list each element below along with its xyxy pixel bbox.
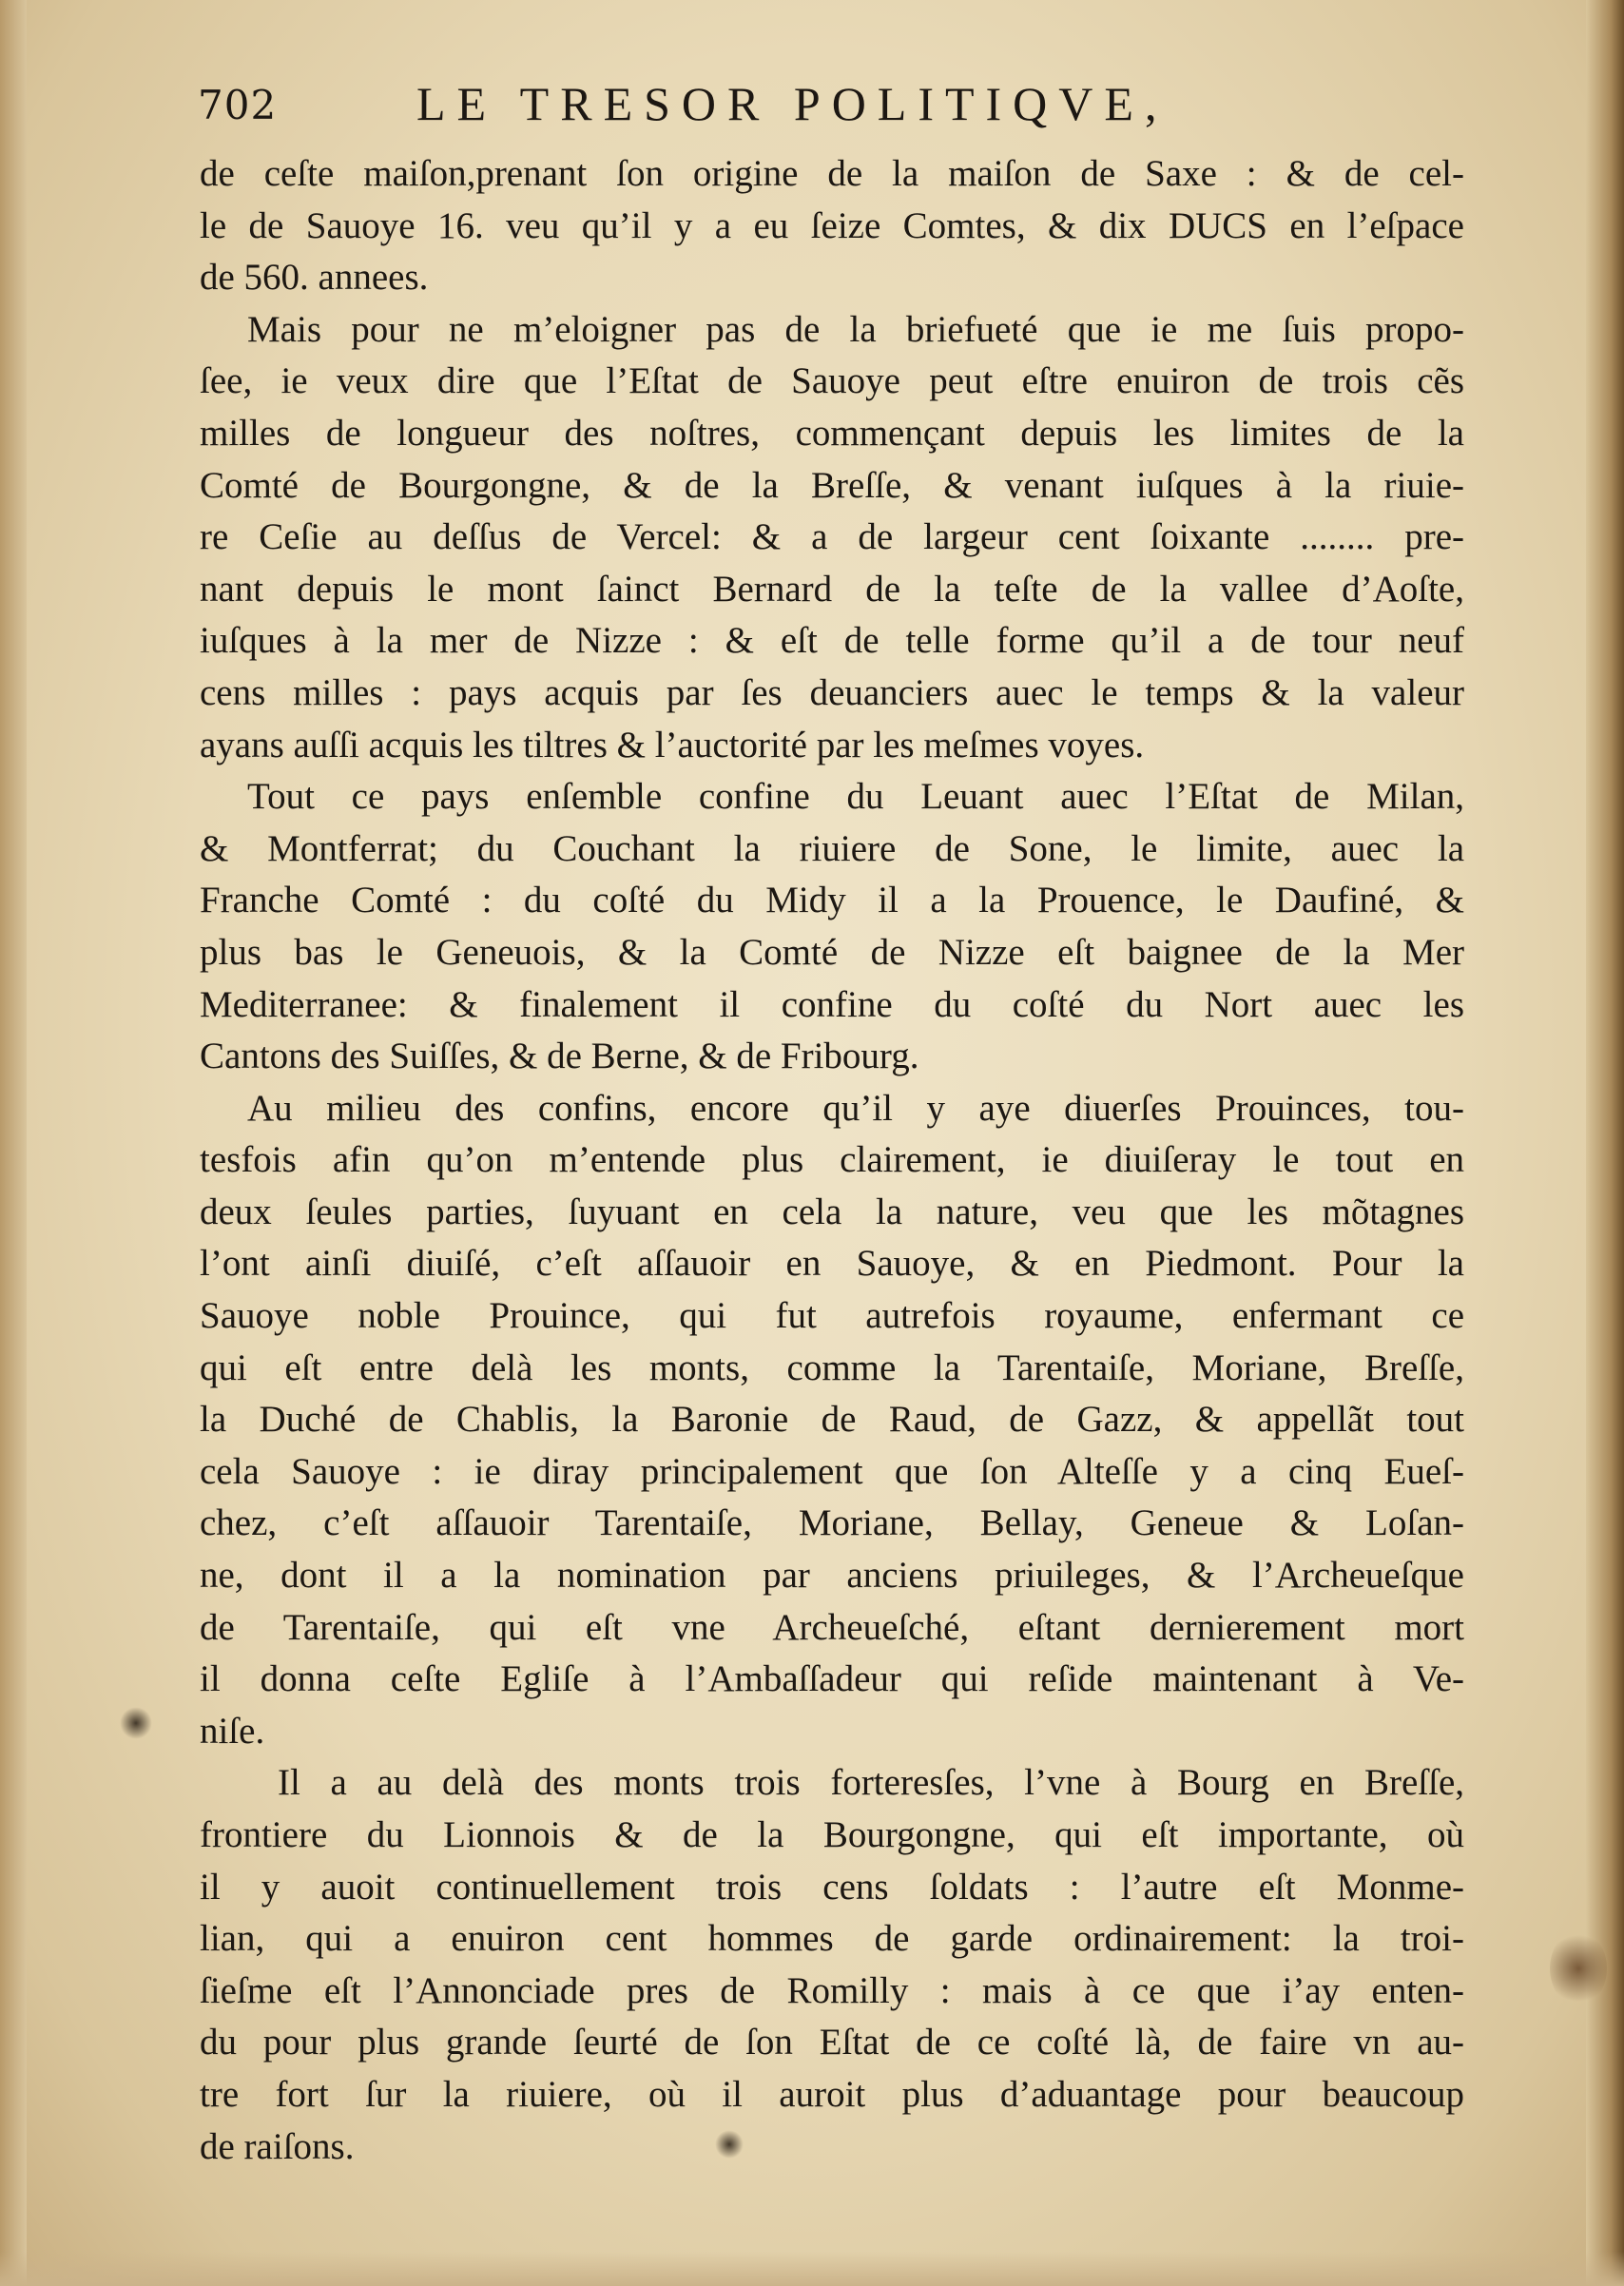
text-line: milles de longueur des noſtres, commençant depuis les limites de la <box>200 412 1464 454</box>
text-line: Mediterranee: & finalement il confine du coſté du Nort auec les <box>200 983 1464 1025</box>
page-number: 702 <box>198 82 278 128</box>
text-line: Il a au delà des monts trois forteresſes, l’vne à Bourg en Breſſe, <box>278 1762 1464 1804</box>
text-line: ſieſme eſt l’Annonciade pres de Romilly : mais à ce que i’ay enten- <box>200 1969 1464 2011</box>
text-line: Tout ce pays enſemble confine du Leuant auec l’Eſtat de Milan, <box>247 776 1464 818</box>
text-line: tesfois afin qu’on m’entende plus clairement, ie diuiſeray le tout en <box>200 1139 1464 1181</box>
text-line: & Montferrat; du Couchant la riuiere de Sone, le limite, auec la <box>200 827 1464 869</box>
text-line: iuſques à la mer de Nizze : & eſt de telle forme qu’il a de tour neuf <box>200 620 1464 662</box>
text-line: il donna ceſte Egliſe à l’Ambaſſadeur qui reſide maintenant à Ve- <box>200 1658 1464 1700</box>
text-line: cens milles : pays acquis par ſes deuanciers auec le temps & la valeur <box>200 671 1464 713</box>
page-left-edge <box>0 0 27 2286</box>
text-line: deux ſeules parties, ſuyuant en cela la nature, veu que les mõtagnes <box>200 1191 1464 1232</box>
running-title: LE TRESOR POLITIQVE, <box>416 77 1169 130</box>
ink-spot <box>715 2130 744 2159</box>
text-line: re Ceſie au deſſus de Vercel: & a de largeur cent ſoixante ........ pre- <box>200 516 1464 558</box>
text-line: nant depuis le mont ſainct Bernard de la teſte de la vallee d’Aoſte, <box>200 568 1464 610</box>
text-line: Mais pour ne m’eloigner pas de la briefueté que ie me ſuis propo- <box>247 308 1464 350</box>
text-line: de ceſte maiſon,prenant ſon origine de la maiſon de Saxe : & de cel- <box>200 153 1464 194</box>
text-line: qui eſt entre delà les monts, comme la Tarentaiſe, Moriane, Breſſe, <box>200 1346 1464 1388</box>
text-line: Franche Comté : du coſté du Midy il a la Prouence, le Daufiné, & <box>200 880 1464 921</box>
text-line: Sauoye noble Prouince, qui fut autrefois royaume, enfermant ce <box>200 1295 1464 1337</box>
text-line: chez, c’eſt aſſauoir Tarentaiſe, Moriane, Bellay, Geneue & Loſan- <box>200 1502 1464 1544</box>
text-line: la Duché de Chablis, la Baronie de Raud, de Gazz, & appellãt tout <box>200 1399 1464 1441</box>
text-line: plus bas le Geneuois, & la Comté de Nizze eſt baignee de la Mer <box>200 931 1464 973</box>
text-line: de raiſons. <box>200 2125 355 2167</box>
ink-spot <box>1550 1930 1607 2006</box>
text-line: ſee, ie veux dire que l’Eſtat de Sauoye peut eſtre enuiron de trois cẽs <box>200 360 1464 402</box>
text-line: lian, qui a enuiron cent hommes de garde ordinairement: la troi- <box>200 1918 1464 1960</box>
page-header <box>198 68 1320 154</box>
text-line: ne, dont il a la nomination par anciens priuileges, & l’Archeueſque <box>200 1555 1464 1597</box>
ink-spot <box>120 1707 152 1739</box>
text-line: l’ont ainſi diuiſé, c’eſt aſſauoir en Sauoye, & en Piedmont. Pour la <box>200 1243 1464 1285</box>
text-line: niſe. <box>200 1710 265 1752</box>
text-line: ayans auſſi acquis les tiltres & l’auctorité par les meſmes voyes. <box>200 724 1145 765</box>
text-line: Comté de Bourgongne, & de la Breſſe, & venant iuſques à la riuie- <box>200 464 1464 506</box>
text-line: cela Sauoye : ie diray principalement que ſon Alteſſe y a cinq Eueſ- <box>200 1450 1464 1492</box>
text-line: de Tarentaiſe, qui eſt vne Archeueſché, eſtant dernierement mort <box>200 1606 1464 1648</box>
body-text <box>200 148 1464 2173</box>
text-line: Cantons des Suiſſes, & de Berne, & de Fribourg. <box>200 1036 919 1077</box>
text-line: le de Sauoye 16. veu qu’il y a eu ſeize Comtes, & dix DUCS en l’eſpace <box>200 204 1464 246</box>
text-line: du pour plus grande ſeurté de ſon Eſtat de ce coſté là, de faire vn au- <box>200 2022 1464 2063</box>
page-bottom-edge <box>0 2252 1624 2286</box>
text-line: il y auoit continuellement trois cens ſoldats : l’autre eſt Monme- <box>200 1866 1464 1908</box>
text-line: tre fort ſur la riuiere, où il auroit plus d’aduantage pour beaucoup <box>200 2073 1464 2115</box>
text-line: frontiere du Lionnois & de la Bourgongne, qui eſt importante, où <box>200 1814 1464 1855</box>
text-line: de 560. annees. <box>200 257 429 299</box>
text-line: Au milieu des confins, encore qu’il y aye diuerſes Prouinces, tou- <box>247 1087 1464 1129</box>
